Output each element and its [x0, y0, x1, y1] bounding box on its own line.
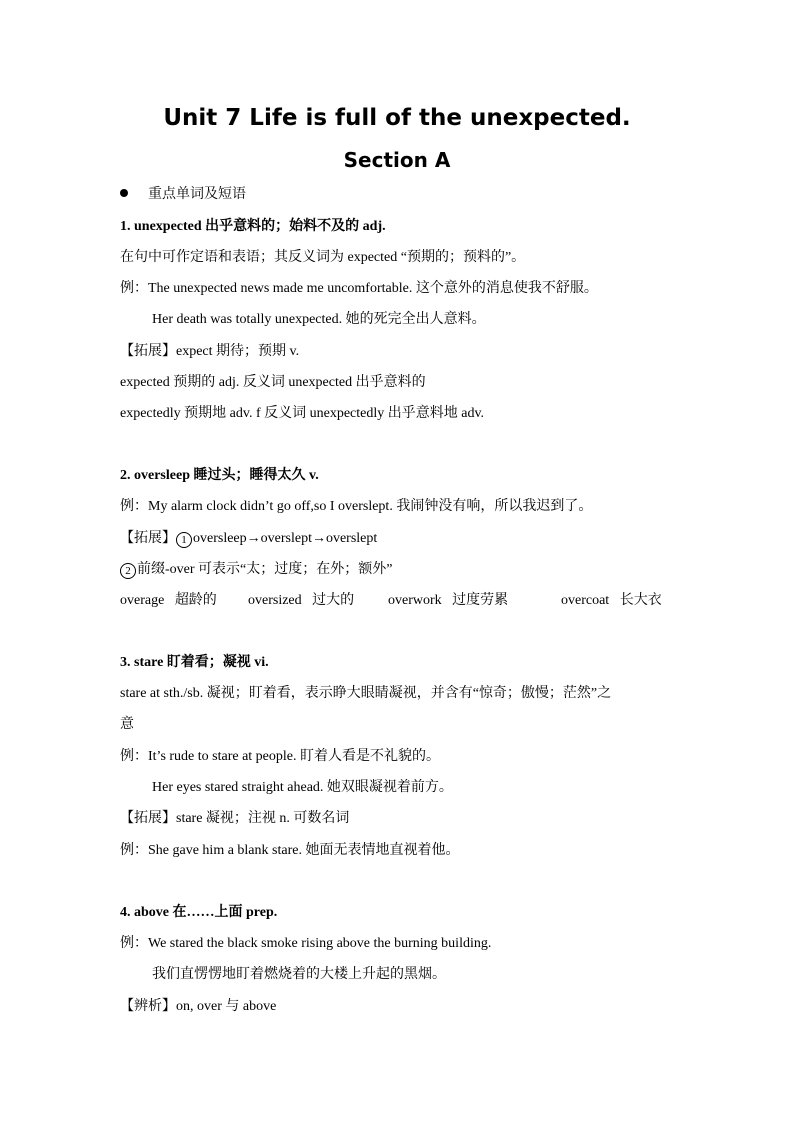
word-item: oversized 过大的	[248, 593, 355, 608]
bullet-icon	[120, 189, 128, 197]
page-subtitle: Section A	[343, 148, 451, 172]
entry-3-extension-1: 【拓展】stare 凝视；注视 n. 可数名词	[120, 811, 350, 826]
entry-1-heading: 1. unexpected 出乎意料的；始料不及的 adj.	[120, 219, 386, 234]
page-title: Unit 7 Life is full of the unexpected.	[163, 105, 631, 131]
entry-1-extension-1: 【拓展】expect 期待；预期 v.	[120, 344, 300, 359]
extension-text-2: 前缀-over 可表示“太；过度；在外；额外”	[137, 562, 393, 577]
entry-1-description: 在句中可作定语和表语；其反义词为 expected “预期的；预料的”。	[120, 250, 526, 265]
entry-4-comparison: 【辨析】on, over 与 above	[120, 999, 277, 1014]
circled-number-2: 2	[120, 563, 136, 579]
circled-number-1: 1	[176, 532, 192, 548]
entry-1-example-1: 例：The unexpected news made me uncomfortable. 这个意外的消息使我不舒服。	[120, 281, 598, 296]
section-heading	[120, 184, 246, 206]
entry-2-extension-2	[120, 559, 392, 581]
entry-3-example-1: 例：It’s rude to stare at people. 盯着人看是不礼貌的。	[120, 749, 441, 764]
entry-2-heading: 2. oversleep 睡过头；睡得太久 v.	[120, 468, 319, 483]
extension-text-1: oversleep→overslept→overslept	[193, 531, 378, 546]
entry-3-description-2: 意	[120, 717, 134, 732]
word-item: overcoat 长大衣	[561, 593, 662, 608]
entry-3-description-1: stare at sth./sb. 凝视；盯着看，表示睁大眼睛凝视，并含有“惊奇；傲慢；茫然”之	[120, 686, 612, 701]
entry-1-extension-3: expectedly 预期地 adv. f 反义词 unexpectedly 出乎意料地 adv.	[120, 406, 485, 421]
entry-1-extension-2: expected 预期的 adj. 反义词 unexpected 出乎意料的	[120, 375, 426, 390]
entry-3-example-3: 例：She gave him a blank stare. 她面无表情地直视着他。	[120, 843, 460, 858]
entry-2-extension-1	[120, 528, 377, 550]
entry-4-example-1-translation: 我们直愣愣地盯着燃烧着的大楼上升起的黑烟。	[152, 967, 446, 982]
entry-1-example-2: Her death was totally unexpected. 她的死完全出人意料。	[152, 312, 486, 327]
entry-2-word-list	[120, 590, 662, 612]
entry-2-example-1: 例：My alarm clock didn’t go off,so I overslept. 我闹钟没有响，所以我迟到了。	[120, 499, 593, 514]
entry-4-example-1: 例：We stared the black smoke rising above the burning building.	[120, 936, 492, 951]
entry-3-example-2: Her eyes stared straight ahead. 她双眼凝视着前方。	[152, 780, 453, 795]
word-item: overwork 过度劳累	[388, 593, 509, 608]
entry-3-heading: 3. stare 盯着看；凝视 vi.	[120, 655, 269, 670]
extension-label: 【拓展】	[120, 531, 176, 546]
entry-4-heading: 4. above 在……上面 prep.	[120, 905, 278, 920]
word-item: overage 超龄的	[120, 593, 217, 608]
section-heading-text: 重点单词及短语	[148, 187, 246, 202]
